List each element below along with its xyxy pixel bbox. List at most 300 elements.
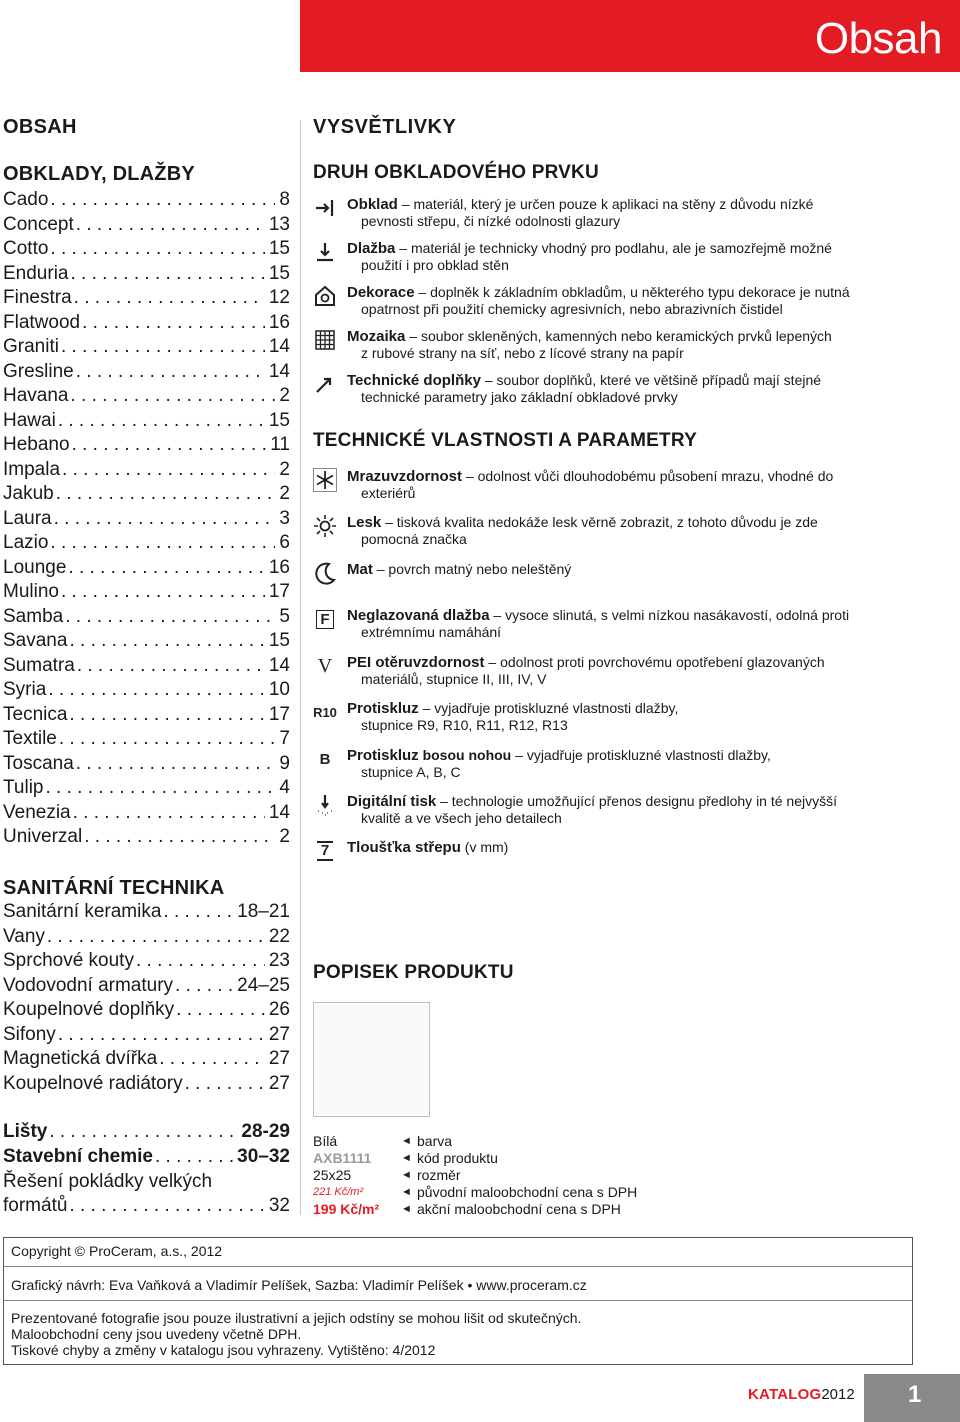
legend-desc: odolnost vůči dlouhodobému působení mrazu, vhodné do [477, 468, 834, 484]
toc-item-page: 15 [268, 630, 290, 651]
legend-text [347, 284, 907, 317]
toc-item-name: Tecnica [3, 703, 68, 725]
legend-row [313, 1150, 713, 1167]
legend-desc-cont: z rubové strany na síť, nebo z lícové strany na papír [361, 345, 684, 361]
toc-item-name[interactable]: Řešení pokládky velkých [3, 1171, 213, 1192]
toc-item[interactable] [3, 1146, 290, 1171]
toc-item-page: 15 [268, 238, 290, 259]
toc-item-name: Savana [3, 630, 68, 651]
copyright-box [3, 1237, 913, 1365]
toc-item-page: 17 [268, 581, 290, 602]
toc-item-page: 14 [268, 360, 290, 382]
toc-leader [80, 312, 265, 334]
unglazed-icon [313, 607, 337, 631]
legend-line: Dekorace – doplněk k základním obkladům, u některého typu dekorace je nutná [347, 284, 850, 301]
legend-line: Mozaika – soubor skleněných, kamenných nebo keramických prvků lepených [347, 328, 832, 345]
page-title: Obsah [814, 14, 942, 63]
toc-item-name: Hawai [3, 409, 56, 431]
legend-text [347, 328, 907, 361]
toc-item[interactable] [3, 630, 290, 655]
legend-text [347, 700, 907, 733]
legend-desc-cont: stupnice A, B, C [361, 764, 461, 780]
legend-desc: doplněk k základním obkladům, u některého typu dekorace je nutná [430, 284, 850, 300]
toc-item-page: 2 [279, 385, 290, 406]
toc-item[interactable] [3, 1073, 290, 1098]
toc-item[interactable] [3, 975, 290, 1000]
toc-item-name: Jakub [3, 483, 54, 504]
size-label: rozměr [417, 1167, 461, 1183]
legend-desc: soubor skleněných, kamenných nebo keramických prvků lepených [420, 328, 832, 344]
divider [4, 1266, 912, 1267]
toc-section-sanitary [3, 877, 290, 1097]
legend-desc-cont: kvalitě a ve všech jeho detailech [361, 810, 562, 826]
toc-item[interactable] [3, 802, 290, 827]
legend-term: Lesk [347, 514, 382, 531]
legend-term: Tloušťka střepu [347, 839, 461, 856]
pointer-icon: ◄ [401, 1186, 412, 1198]
toc-item-name: Cotto [3, 238, 49, 259]
toc-leader [45, 926, 265, 948]
legend-term-extra: bosou nohou [422, 747, 512, 763]
toc-item-page: 18–21 [237, 901, 290, 922]
toc-leader [46, 679, 265, 701]
moon-icon [313, 561, 337, 585]
toc-item-page: 16 [268, 311, 290, 333]
toc-item[interactable] [3, 189, 290, 214]
toc-item-name: Sanitární keramika [3, 901, 162, 922]
toc-item[interactable] [3, 238, 290, 263]
icon-glyph: R10 [313, 704, 337, 720]
toc-item-page: 30–32 [237, 1145, 290, 1167]
toc-item-page: 14 [268, 654, 290, 676]
legend-text [347, 839, 907, 856]
legend-desc: (v mm) [464, 839, 509, 855]
legend-item [313, 328, 913, 368]
legend-desc: technologie umožňující přenos designu předlohy in té nejvyšší [451, 793, 837, 809]
toc-item[interactable] [3, 728, 290, 753]
toc-item[interactable] [3, 508, 290, 533]
legend-desc-cont: stupnice R9, R10, R11, R12, R13 [361, 717, 568, 733]
toc-leader [134, 950, 265, 972]
toc-item-page: 14 [268, 801, 290, 823]
toc-item-name: Koupelnové doplňky [3, 999, 175, 1020]
legend-desc-cont: pevnosti střepu, či nízké odolnosti glazury [361, 213, 621, 229]
page-number: 1 [908, 1381, 922, 1408]
legend-item [313, 284, 913, 324]
toc-item-name: Magnetická dvířka [3, 1048, 158, 1069]
legend-line: Technické doplňky – soubor doplňků, které ve většině případů mají stejné [347, 372, 822, 389]
legend-line: Mat – povrch matný nebo neleštěný [347, 561, 572, 578]
legend-item [313, 372, 913, 412]
toc-item[interactable] [3, 901, 290, 926]
toc-item-name: Havana [3, 385, 69, 406]
icon-glyph: F [316, 610, 333, 629]
toc-item-page: 3 [279, 507, 290, 529]
legend-desc: soubor doplňků, které ve většině případů mají stejné [496, 372, 822, 388]
toc-item-name: Tulip [3, 777, 44, 798]
original-price-value: 221 Kč/m² [313, 1186, 364, 1198]
legend-item [313, 654, 913, 696]
toc-item-name: Laura [3, 507, 52, 529]
legend-line: Digitální tisk – technologie umožňující přenos designu předlohy in té nejvyšší [347, 793, 837, 810]
toc-leader [56, 410, 265, 432]
legend-term: Dlažba [347, 240, 396, 257]
toc-leader [183, 1073, 265, 1095]
toc-item-name: Lounge [3, 556, 67, 578]
toc-leader [70, 434, 267, 456]
toc-item-name: formátů [3, 1194, 68, 1216]
toc-leader [47, 1121, 237, 1143]
toc-item-name: Concept [3, 213, 74, 235]
toc-item[interactable] [3, 459, 290, 484]
toc-item-name: Enduria [3, 262, 69, 284]
toc-item-page: 15 [268, 262, 290, 284]
toc-item[interactable] [3, 312, 290, 337]
legend-line: Neglazovaná dlažba – vysoce slinutá, s velmi nízkou nasákavostí, odolná proti [347, 607, 850, 624]
legend-text [347, 514, 907, 547]
toc-item[interactable] [3, 532, 290, 557]
toc-item-page: 15 [268, 409, 290, 431]
toc-leader [57, 728, 276, 750]
mosaic-icon [313, 328, 337, 352]
toc-item-page: 16 [268, 556, 290, 578]
toc-item-name: Lazio [3, 532, 49, 553]
column-divider [300, 120, 301, 1215]
toc-item-page: 11 [270, 434, 290, 455]
toc-leader [72, 287, 265, 309]
tech-properties-heading: TECHNICKÉ VLASTNOSTI A PARAMETRY [313, 430, 697, 451]
tile-type-heading: DRUH OBKLADOVÉHO PRVKU [313, 162, 599, 183]
legend-desc: materiál, který je určen pouze k aplikaci na stěny z důvodu nízké [413, 196, 814, 212]
toc-leader [67, 1195, 264, 1217]
divider [4, 1300, 912, 1301]
toc-item-name: Sumatra [3, 654, 75, 676]
legend-term: Digitální tisk [347, 793, 437, 810]
toc-leader [71, 802, 265, 824]
toc-item[interactable] [3, 1048, 290, 1073]
toc-item-name: Syria [3, 679, 47, 700]
toc-leader [48, 189, 275, 211]
toc-leader [157, 1048, 265, 1070]
toc-item-page: 2 [279, 458, 290, 480]
toc-section-title: OBKLADY, DLAŽBY [3, 163, 195, 185]
toc-item[interactable] [3, 410, 290, 435]
color-label: barva [417, 1133, 453, 1149]
toc-leader [63, 606, 275, 628]
legend-item [313, 700, 913, 743]
toc-item-page: 17 [268, 703, 290, 725]
legend-heading: VYSVĚTLIVKY [313, 116, 457, 138]
disclaimer-line: Tiskové chyby a změny v katalogu jsou vyhrazeny. Vytištěno: 4/2012 [11, 1342, 436, 1358]
legend-desc-cont: pomocná značka [361, 531, 467, 547]
legend-text [347, 372, 907, 405]
legend-desc-cont: použití i pro obklad stěn [361, 257, 509, 273]
legend-term: Dekorace [347, 284, 415, 301]
toc-item[interactable] [3, 1121, 290, 1146]
wall-tile-icon [313, 196, 337, 220]
toc-item-page: 10 [268, 679, 290, 700]
toc-leader [74, 361, 265, 383]
toc-item[interactable] [3, 214, 290, 239]
accessory-icon [313, 372, 337, 396]
toc-item-page: 27 [268, 1072, 290, 1094]
legend-desc: povrch matný nebo neleštěný [388, 561, 572, 577]
legend-line: Protiskluz bosou nohou – vyjadřuje protiskluzné vlastnosti dlažby, [347, 747, 771, 764]
legend-term: Protiskluz [347, 700, 419, 717]
legend-desc-cont: exteriérů [361, 485, 416, 501]
legend-item [313, 793, 913, 835]
toc-item-page: 12 [268, 287, 290, 308]
toc-item[interactable] [3, 655, 290, 680]
toc-item[interactable] [3, 1024, 290, 1049]
original-price-label: původní maloobchodní cena s DPH [417, 1184, 638, 1200]
legend-term: Mrazuvzdornost [347, 468, 463, 485]
legend-text [347, 468, 907, 501]
toc-item-name: Gresline [3, 360, 74, 382]
toc-item[interactable] [3, 263, 290, 288]
toc-item[interactable] [3, 483, 290, 508]
toc-item-page: 27 [268, 1023, 290, 1045]
toc-item-page: 4 [279, 777, 290, 798]
toc-item-name: Impala [3, 458, 61, 480]
toc-leader [48, 238, 264, 260]
legend-term: Technické doplňky [347, 372, 481, 389]
toc-item-page: 2 [279, 483, 290, 504]
toc-leader [56, 1024, 265, 1046]
legend-text [347, 654, 907, 687]
digital-print-icon [313, 793, 337, 817]
pei-icon [313, 654, 337, 678]
legend-term: Obklad [347, 196, 398, 213]
copyright-line: Copyright © ProCeram, a.s., 2012 [11, 1243, 223, 1259]
toc-item-page: 23 [268, 950, 290, 971]
toc-section-tiles [3, 163, 290, 851]
toc-item-name: Mulino [3, 581, 59, 602]
header-bar [300, 0, 960, 72]
toc-item-page: 27 [268, 1048, 290, 1069]
toc-item[interactable] [3, 753, 290, 778]
toc-item-page: 6 [279, 532, 290, 553]
legend-desc-cont: opatrnost při použití chemicky agresivních, nebo abrazivních čistidel [361, 301, 783, 317]
legend-row [313, 1201, 713, 1218]
toc-item[interactable] [3, 704, 290, 729]
product-swatch [313, 1002, 430, 1117]
toc-item-name: Textile [3, 728, 57, 749]
toc-item-page: 5 [279, 605, 290, 627]
toc-item-page: 22 [268, 925, 290, 947]
legend-text [347, 240, 907, 273]
toc-item-name: Koupelnové radiátory [3, 1072, 183, 1094]
legend-row [313, 1167, 713, 1184]
toc-item-name: Stavební chemie [3, 1145, 153, 1167]
legend-item [313, 607, 913, 650]
code-label: kód produktu [417, 1150, 498, 1166]
toc-item-name: Flatwood [3, 311, 81, 333]
toc-item-name: Graniti [3, 336, 59, 357]
page-number-box [864, 1374, 960, 1422]
toc-leader [67, 630, 264, 652]
toc-leader [153, 1146, 233, 1168]
toc-item-page: 24–25 [237, 974, 290, 996]
catalog-word: KATALOG [748, 1386, 822, 1403]
toc-item-page: 28-29 [241, 1121, 290, 1142]
legend-text [347, 607, 907, 640]
toc-item[interactable] [3, 1195, 290, 1220]
product-label-heading: POPISEK PRODUKTU [313, 962, 514, 983]
legend-desc-cont: technické parametry jako základní obkladové prvky [361, 389, 678, 405]
toc-leader [69, 263, 265, 285]
legend-desc: vyjadřuje protiskluzné vlastnosti dlažby, [434, 700, 679, 716]
toc-item-page: 14 [268, 336, 290, 357]
toc-item[interactable] [3, 950, 290, 975]
slip-barefoot-icon [313, 747, 337, 771]
toc-item-name: Venezia [3, 801, 71, 823]
toc-leader [82, 826, 275, 848]
sale-price-label: akční maloobchodní cena s DPH [417, 1201, 621, 1217]
legend-term: Neglazovaná dlažba [347, 607, 490, 624]
legend-row [313, 1133, 713, 1150]
legend-desc: materiál je technicky vhodný pro podlahu, ale je samozřejmě možné [410, 240, 832, 256]
toc-item-name: Sifony [3, 1023, 56, 1045]
floor-tile-icon [313, 240, 337, 264]
legend-item [313, 514, 913, 557]
icon-glyph: V [317, 654, 333, 677]
toc-leader [66, 557, 264, 579]
toc-section-title: SANITÁRNÍ TECHNIKA [3, 877, 225, 899]
toc-leader [54, 483, 276, 505]
sale-price-value: 199 Kč/m² [313, 1201, 380, 1217]
pointer-icon: ◄ [401, 1152, 412, 1164]
toc-leader [173, 975, 233, 997]
pointer-icon: ◄ [401, 1169, 412, 1181]
toc-leader [75, 655, 265, 677]
toc-item[interactable] [3, 679, 290, 704]
toc-leader [174, 999, 265, 1021]
legend-item [313, 839, 913, 875]
decor-icon [313, 284, 337, 308]
toc-leader [52, 508, 276, 530]
legend-line: Mrazuvzdornost – odolnost vůči dlouhodobému působení mrazu, vhodné do [347, 468, 834, 485]
toc-section-other [3, 1121, 290, 1219]
toc-leader [43, 777, 275, 799]
toc-item-name: Samba [3, 605, 64, 627]
legend-term: PEI otěruvzdornost [347, 654, 485, 671]
legend-line [347, 839, 907, 856]
legend-term: Mozaika [347, 328, 406, 345]
toc-item[interactable] [3, 926, 290, 951]
legend-item [313, 240, 913, 280]
toc-item[interactable] [3, 287, 290, 312]
toc-item[interactable] [3, 777, 290, 802]
pointer-icon: ◄ [401, 1135, 412, 1147]
legend-line: Lesk – tisková kvalita nedokáže lesk věrně zobrazit, z tohoto důvodu je zde [347, 514, 818, 531]
legend-desc-cont: extrémnímu namáhání [361, 624, 502, 640]
icon-glyph: 7 [317, 841, 333, 861]
toc-item[interactable] [3, 434, 290, 459]
legend-line: Dlažba – materiál je technicky vhodný pro podlahu, ale je samozřejmě možné [347, 240, 832, 257]
toc-item[interactable] [3, 385, 290, 410]
disclaimer-line: Prezentované fotografie jsou pouze ilustrativní a jejich odstíny se mohou lišit od skutečných. [11, 1310, 582, 1326]
toc-item[interactable] [3, 606, 290, 631]
toc-item-name: Lišty [3, 1121, 48, 1142]
slip-r-icon [313, 700, 337, 724]
toc-leader [74, 214, 265, 236]
legend-item [313, 747, 913, 789]
toc-item[interactable] [3, 336, 290, 361]
toc-leader [74, 753, 276, 775]
toc-item-page: 26 [268, 999, 290, 1020]
toc-item-name: Univerzal [3, 826, 83, 847]
toc-item-page: 8 [279, 189, 290, 210]
icon-glyph: B [319, 750, 331, 768]
legend-desc: vyjadřuje protiskluzné vlastnosti dlažby, [526, 747, 771, 763]
toc-item-page: 2 [279, 826, 290, 847]
thickness-icon [313, 839, 337, 863]
toc-heading: OBSAH [3, 116, 77, 138]
toc-item[interactable] [3, 361, 290, 386]
sun-icon [313, 514, 337, 538]
catalog-label [748, 1386, 855, 1403]
toc-item-page: 13 [268, 213, 290, 235]
legend-term: Mat [347, 561, 373, 578]
legend-row [313, 1184, 713, 1201]
legend-text [347, 747, 907, 780]
toc-item[interactable] [3, 581, 290, 606]
legend-text [347, 793, 907, 826]
toc-item-name: Sprchové kouty [3, 950, 134, 971]
legend-line: Protiskluz – vyjadřuje protiskluzné vlastnosti dlažby, [347, 700, 679, 717]
toc-item-page: 32 [268, 1194, 290, 1216]
toc-leader [69, 385, 276, 407]
legend-item [313, 561, 913, 603]
legend-desc: odolnost proti povrchovému opotřebení glazovaných [500, 654, 825, 670]
toc-leader [48, 532, 275, 554]
toc-item[interactable] [3, 999, 290, 1024]
pointer-icon: ◄ [401, 1203, 412, 1215]
catalog-year: 2012 [821, 1386, 855, 1403]
toc-item-name: Vodovodní armatury [3, 974, 174, 996]
snowflake-icon [313, 468, 337, 492]
toc-item-page: 7 [279, 728, 290, 749]
color-value: Bílá [313, 1133, 338, 1149]
toc-item-name: Hebano [3, 434, 70, 455]
toc-leader [59, 336, 265, 358]
legend-desc: vysoce slinutá, s velmi nízkou nasákavostí, odolná proti [505, 607, 850, 623]
toc-item-page: 9 [279, 752, 290, 774]
legend-term: Protiskluz [347, 747, 419, 764]
legend-line: Obklad – materiál, který je určen pouze k aplikaci na stěny z důvodu nízké [347, 196, 814, 213]
toc-item-name: Cado [3, 189, 49, 210]
code-value: AXB1111 [313, 1150, 372, 1166]
credits-line: Grafický návrh: Eva Vaňková a Vladimír Pelíšek, Sazba: Vladimír Pelíšek • www.proceram.cz [11, 1277, 587, 1293]
legend-text [347, 561, 907, 578]
legend-desc-cont: materiálů, stupnice II, III, IV, V [361, 671, 547, 687]
size-value: 25x25 [313, 1167, 352, 1183]
product-label-legend [313, 1133, 713, 1218]
toc-leader [59, 581, 265, 603]
toc-item-name: Finestra [3, 287, 72, 308]
toc-item-name: Vany [3, 925, 45, 947]
legend-text [347, 196, 907, 229]
toc-item[interactable] [3, 826, 290, 851]
toc-item-name: Toscana [3, 752, 74, 774]
toc-item[interactable] [3, 557, 290, 582]
toc-leader [67, 704, 264, 726]
disclaimer-line: Maloobchodní ceny jsou uvedeny včetně DPH. [11, 1326, 302, 1342]
legend-item [313, 468, 913, 510]
legend-desc: tisková kvalita nedokáže lesk věrně zobrazit, z tohoto důvodu je zde [396, 514, 818, 530]
legend-item [313, 196, 913, 236]
